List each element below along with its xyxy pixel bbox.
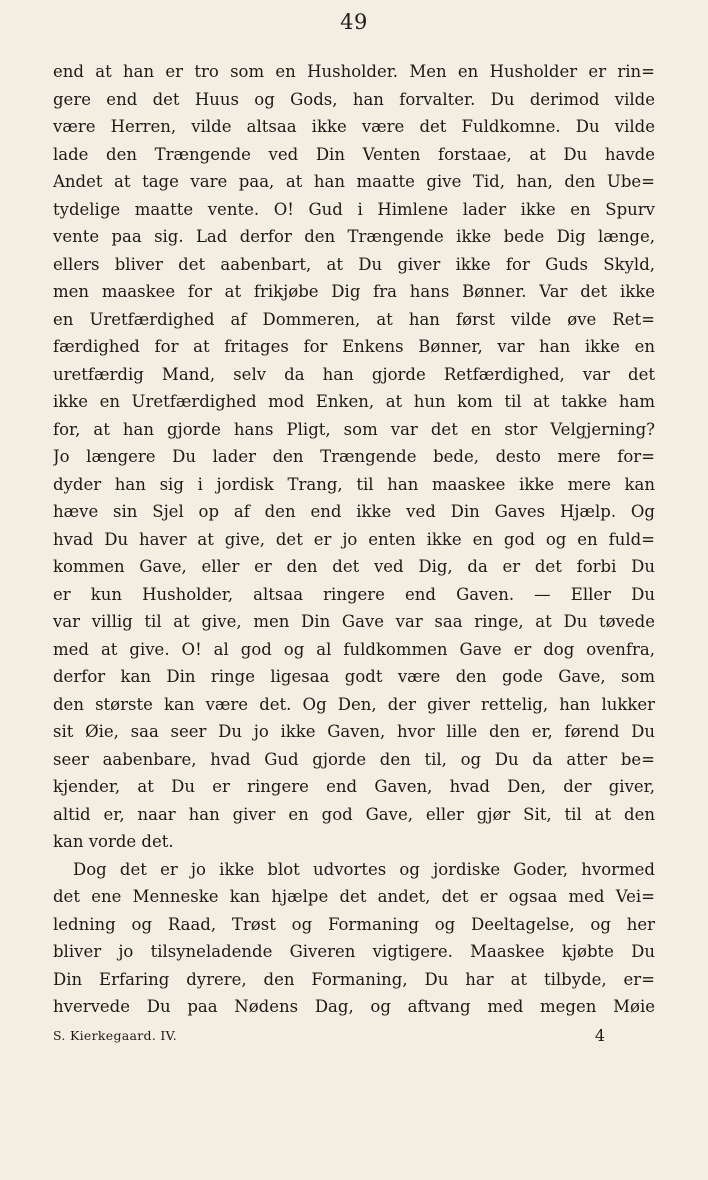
sheet-number: 4	[594, 1026, 605, 1045]
text-line: gere end det Huus og Gods, han forvalter. Du derimod vilde	[53, 89, 655, 109]
text-line: bliver jo tilsyneladende Giveren vigtigere. Maaskee kjøbte Du	[53, 942, 655, 961]
text-line: end at han er tro som en Husholder. Men en Husholder er rin=	[53, 62, 655, 81]
text-line: hvervede Du paa Nødens Dag, og aftvang med megen Møie	[53, 997, 655, 1016]
text-line: derfor kan Din ringe ligesaa godt være den gode Gave, som	[53, 667, 655, 686]
text-line: men maaskee for at frikjøbe Dig fra hans Bønner. Var det ikke	[53, 282, 655, 301]
text-line: lade den Trængende ved Din Venten forstaae, at Du havde	[53, 144, 655, 164]
text-line: er kun Husholder, altsaa ringere end Gaven. — Eller Du	[53, 584, 655, 604]
text-line: kommen Gave, eller er den det ved Dig, da er det forbi Du	[53, 557, 655, 576]
paragraph-start-line: Dog det er jo ikke blot udvortes og jordiske Goder, hvormed	[73, 859, 655, 879]
text-line: hæve sin Sjel op af den end ikke ved Din Gaves Hjælp. Og	[53, 502, 655, 521]
text-line: ikke en Uretfærdighed mod Enken, at hun kom til at takke ham	[53, 392, 655, 411]
text-line: Jo længere Du lader den Trængende bede, desto mere for=	[53, 447, 655, 466]
text-line: være Herren, vilde altsaa ikke være det Fuldkomne. Du vilde	[53, 117, 655, 136]
paragraph-end-line: kan vorde det.	[53, 832, 174, 851]
text-line: uretfærdig Mand, selv da han gjorde Retfærdighed, var det	[53, 364, 655, 384]
text-line: færdighed for at fritages for Enkens Bønner, var han ikke en	[53, 337, 655, 356]
text-line: kjender, at Du er ringere end Gaven, hvad Den, der giver,	[53, 777, 655, 796]
text-line: altid er, naar han giver en god Gave, eller gjør Sit, til at den	[53, 804, 655, 824]
text-line: den største kan være det. Og Den, der giver rettelig, han lukker	[53, 694, 655, 714]
text-line: sit Øie, saa seer Du jo ikke Gaven, hvor lille den er, førend Du	[53, 722, 655, 741]
text-line: ledning og Raad, Trøst og Formaning og Deeltagelse, og her	[53, 914, 655, 934]
text-line: en Uretfærdighed af Dommeren, at han først vilde øve Ret=	[53, 309, 655, 329]
text-line: for, at han gjorde hans Pligt, som var det en stor Velgjerning?	[53, 419, 655, 439]
text-line: vente paa sig. Lad derfor den Trængende ikke bede Dig længe,	[53, 227, 655, 246]
text-line: seer aabenbare, hvad Gud gjorde den til, og Du da atter be=	[53, 749, 655, 769]
body-text	[53, 58, 655, 1021]
text-line: Din Erfaring dyrere, den Formaning, Du har at tilbyde, er=	[53, 969, 655, 989]
text-line: det ene Menneske kan hjælpe det andet, det er ogsaa med Vei=	[53, 887, 655, 906]
text-line: dyder han sig i jordisk Trang, til han maaskee ikke mere kan	[53, 474, 655, 494]
text-line: var villig til at give, men Din Gave var saa ringe, at Du tøvede	[53, 612, 655, 631]
text-line: med at give. O! al god og al fuldkommen Gave er dog ovenfra,	[53, 639, 655, 659]
text-line: tydelige maatte vente. O! Gud i Himlene lader ikke en Spurv	[53, 199, 655, 219]
page-number: 49	[340, 10, 368, 34]
printer-signature: S. Kierkegaard. IV.	[53, 1028, 178, 1043]
text-line: hvad Du haver at give, det er jo enten ikke en god og en fuld=	[53, 529, 655, 549]
page-footer	[53, 1028, 655, 1050]
text-line: Andet at tage vare paa, at han maatte give Tid, han, den Ube=	[53, 172, 655, 191]
text-line: ellers bliver det aabenbart, at Du giver ikke for Guds Skyld,	[53, 254, 655, 274]
